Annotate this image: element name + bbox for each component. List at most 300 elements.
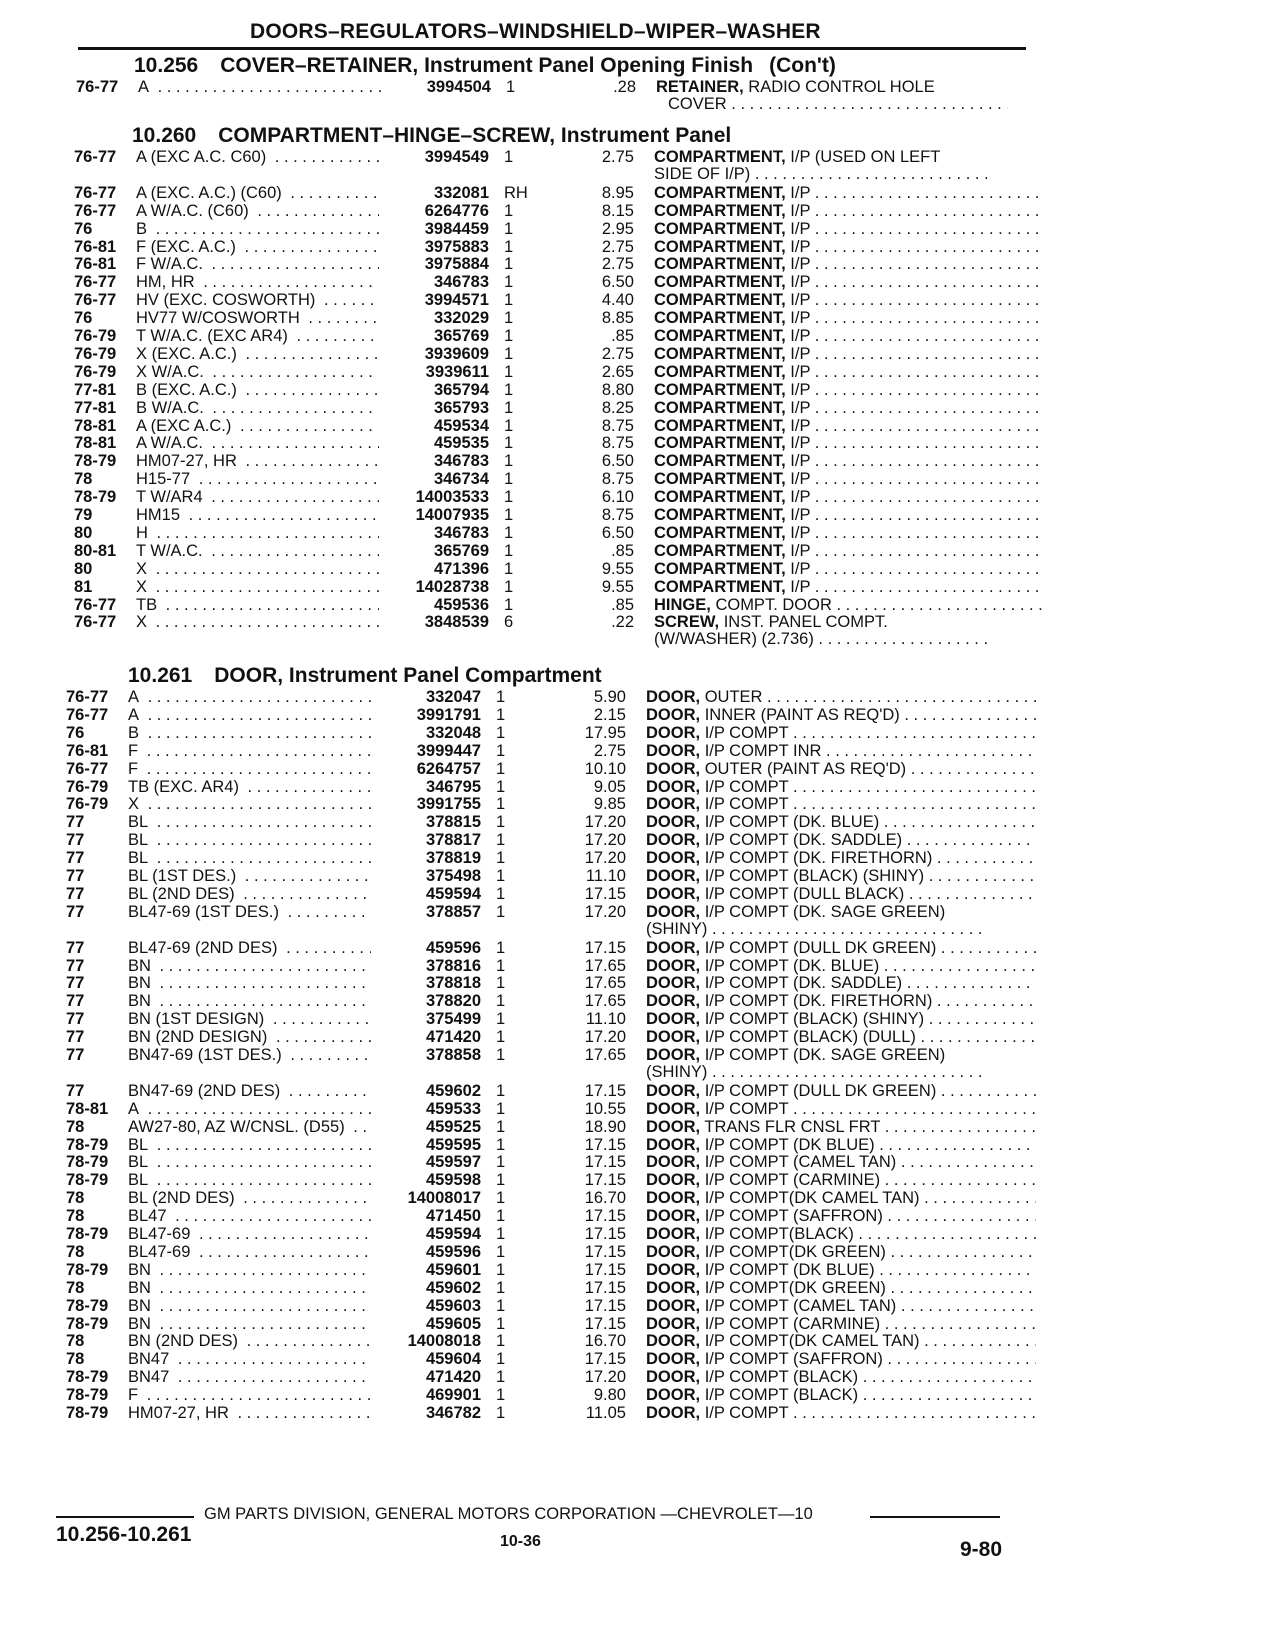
model-application	[128, 1100, 406, 1119]
price: 17.65	[584, 1046, 626, 1064]
parts-row	[66, 992, 1000, 1011]
parts-row	[66, 1297, 1000, 1316]
parts-row	[66, 831, 1000, 850]
model-application	[128, 1028, 406, 1047]
model-text: X (EXC. A.C.)	[136, 345, 241, 363]
model-application	[136, 220, 414, 239]
price: 17.65	[584, 992, 626, 1011]
parts-row	[66, 778, 1000, 797]
description-text: RADIO CONTROL HOLE	[748, 78, 935, 96]
parts-row	[66, 1315, 1000, 1334]
description-noun: COMPARTMENT,	[654, 470, 786, 489]
part-description	[654, 452, 1044, 471]
model-application	[128, 867, 406, 886]
model-application	[128, 706, 406, 725]
part-number: 378816	[371, 957, 481, 976]
description-text: I/P COMPT (DK. BLUE)	[704, 813, 880, 832]
model-text: BN47	[128, 1368, 173, 1386]
description-noun: DOOR,	[646, 1135, 701, 1154]
model-application	[136, 434, 414, 453]
description-text: I/P COMPT	[704, 795, 789, 814]
quantity: 1	[504, 523, 514, 542]
part-number: 459594	[371, 1225, 481, 1244]
parts-row	[74, 184, 1000, 203]
model-application	[136, 470, 414, 489]
description-noun: DOOR,	[646, 1046, 701, 1064]
parts-row	[66, 795, 1000, 814]
section-title: COVER–RETAINER,	[220, 54, 419, 77]
description-text: I/P COMPT (DULL BLACK)	[704, 884, 905, 903]
description-text: I/P COMPT (DK. FIRETHORN)	[704, 849, 933, 868]
quantity: 1	[496, 1046, 506, 1064]
part-description	[654, 488, 1044, 507]
price: 17.65	[584, 974, 626, 993]
quantity: 1	[496, 956, 506, 975]
description-text: I/P	[790, 523, 811, 542]
model-application	[128, 813, 406, 832]
model-year: 77	[66, 956, 85, 975]
parts-row	[66, 1225, 1000, 1244]
quantity: RH	[504, 183, 528, 202]
model-year: 76	[74, 309, 93, 328]
part-description	[646, 1153, 1036, 1172]
description-noun: DOOR,	[646, 1296, 701, 1315]
part-number: 346782	[371, 1404, 481, 1423]
model-text: X	[136, 613, 151, 631]
model-year: 76-77	[74, 595, 117, 614]
model-text: F	[128, 760, 142, 778]
description-text: I/P	[790, 309, 811, 328]
description-noun: DOOR,	[646, 1225, 701, 1243]
description-noun: COMPARTMENT,	[654, 416, 786, 435]
model-year: 76-79	[66, 795, 109, 814]
quantity: 1	[504, 362, 514, 381]
parts-row	[66, 1207, 1000, 1226]
part-description	[646, 885, 1036, 904]
model-year: 76-77	[74, 273, 117, 292]
model-application	[136, 452, 414, 471]
model-text: BN	[128, 1279, 155, 1297]
price: 17.15	[584, 1260, 626, 1279]
description-noun: DOOR,	[646, 1368, 701, 1387]
parts-row	[66, 1404, 1000, 1423]
model-year: 80	[74, 559, 93, 578]
model-text: X	[128, 795, 143, 813]
model-year: 78	[66, 1207, 85, 1226]
part-description	[654, 542, 1044, 561]
model-application	[128, 724, 406, 743]
description-text: I/P COMPT(DK GREEN)	[704, 1278, 886, 1297]
parts-row	[66, 957, 1000, 976]
price: 2.75	[601, 148, 634, 166]
part-number: 375499	[371, 1010, 481, 1029]
page-header-title: DOORS–REGULATORS–WINDSHIELD–WIPER–WASHER	[250, 20, 821, 43]
quantity: 1	[504, 470, 514, 489]
description-noun: DOOR,	[646, 813, 701, 832]
description-noun: DOOR,	[646, 1242, 701, 1261]
quantity: 1	[504, 148, 514, 166]
part-number: 365769	[379, 327, 489, 346]
description-text: INST. PANEL COMPT.	[723, 613, 888, 632]
model-year: 78	[74, 470, 93, 489]
part-description	[654, 560, 1044, 579]
price: 2.75	[593, 741, 626, 760]
part-description	[646, 706, 1036, 725]
part-number: 459594	[371, 885, 481, 904]
model-application	[136, 255, 414, 274]
description-text: OUTER (PAINT AS REQ'D)	[704, 759, 907, 778]
part-description	[646, 1225, 1036, 1244]
description-text: OUTER	[704, 688, 763, 706]
part-number: 459604	[371, 1350, 481, 1369]
description-noun: COMPARTMENT,	[654, 309, 786, 328]
model-application	[136, 488, 414, 507]
price: 17.20	[584, 813, 626, 832]
quantity: 1	[504, 434, 514, 453]
part-number: 378817	[371, 831, 481, 850]
part-description	[646, 742, 1036, 761]
price: 8.75	[601, 506, 634, 524]
parts-row	[74, 524, 1000, 543]
model-year: 76-77	[66, 688, 109, 706]
model-year: 78	[66, 1278, 85, 1297]
model-application	[136, 596, 414, 615]
description-text: I/P	[790, 201, 811, 220]
quantity: 1	[496, 1404, 506, 1422]
quantity: 1	[504, 559, 514, 578]
part-description	[654, 363, 1044, 382]
description-noun: DOOR,	[646, 992, 701, 1011]
part-number: 3939611	[379, 363, 489, 382]
price: .28	[613, 78, 636, 96]
part-number: 378819	[371, 849, 481, 868]
price: 11.05	[585, 1404, 626, 1422]
parts-row	[74, 417, 1000, 436]
price: 17.95	[584, 723, 626, 742]
description-noun: DOOR,	[646, 831, 701, 850]
model-text: HM07-27, HR	[128, 1404, 233, 1422]
part-description	[654, 578, 1044, 597]
parts-row	[66, 1279, 1000, 1298]
part-number: 3975884	[379, 255, 489, 274]
model-application	[128, 778, 406, 797]
model-year: 78	[66, 1350, 85, 1369]
price: 17.15	[584, 1171, 626, 1190]
part-description	[654, 202, 1044, 221]
description-text: I/P (USED ON LEFT	[790, 148, 941, 166]
parts-row	[66, 1100, 1000, 1119]
description-text: I/P COMPT(DK CAMEL TAN)	[704, 1332, 920, 1351]
model-application	[136, 524, 414, 543]
quantity: 1	[504, 595, 514, 614]
model-application	[128, 1207, 406, 1226]
parts-row	[66, 1350, 1000, 1369]
quantity: 1	[496, 1081, 506, 1100]
model-text: A	[128, 706, 143, 724]
description-text: I/P	[790, 541, 811, 560]
quantity: 1	[504, 452, 514, 471]
model-application	[128, 885, 406, 904]
part-number: 6264757	[371, 760, 481, 779]
model-application	[128, 1010, 406, 1029]
model-text: BL	[128, 1171, 152, 1189]
model-text: A W/A.C. (C60)	[136, 202, 253, 220]
part-description	[646, 1243, 1036, 1262]
model-application	[136, 417, 414, 436]
description-noun: DOOR,	[646, 705, 701, 724]
price: 2.75	[601, 344, 634, 363]
model-text: BL (1ST DES.)	[128, 867, 240, 885]
part-number: 459535	[379, 434, 489, 453]
model-year: 78-79	[66, 1225, 109, 1243]
model-application	[128, 992, 406, 1011]
description-noun: COMPARTMENT,	[654, 362, 786, 381]
model-application	[128, 1368, 406, 1387]
description-text: I/P	[790, 183, 811, 202]
part-number: 459534	[379, 417, 489, 436]
description-noun: DOOR,	[646, 849, 701, 868]
parts-row	[74, 309, 1000, 328]
quantity: 1	[504, 344, 514, 363]
description-text: I/P COMPT (CAMEL TAN)	[704, 1296, 897, 1315]
price: 2.15	[593, 705, 626, 724]
quantity: 1	[496, 1242, 506, 1261]
description-text: I/P	[790, 219, 811, 238]
part-number: 378818	[371, 974, 481, 993]
part-number: 3994549	[379, 148, 489, 167]
price: .22	[611, 613, 634, 632]
description-noun: DOOR,	[646, 777, 701, 796]
part-number: 459596	[371, 939, 481, 958]
model-application	[128, 1136, 406, 1155]
footer-rule-left	[56, 1516, 194, 1518]
model-text: BL47-69	[128, 1243, 194, 1261]
part-number: 459595	[371, 1136, 481, 1155]
quantity: 1	[496, 1225, 506, 1243]
model-application	[136, 542, 414, 561]
description-text: I/P	[790, 488, 811, 507]
part-description	[646, 974, 1036, 993]
model-application	[128, 742, 406, 761]
description-noun: DOOR,	[646, 1332, 701, 1351]
quantity: 1	[506, 78, 516, 96]
part-number: 459601	[371, 1261, 481, 1280]
model-application	[136, 578, 414, 597]
description-noun: DOOR,	[646, 1153, 701, 1172]
model-application	[136, 560, 414, 579]
model-year: 77	[66, 867, 85, 885]
model-year: 76-79	[74, 362, 117, 381]
part-number: 365769	[379, 542, 489, 561]
model-year: 77	[66, 938, 85, 957]
price: 2.95	[601, 219, 634, 238]
model-year: 76-79	[66, 777, 109, 796]
model-text: BN47	[128, 1350, 173, 1368]
model-application	[138, 78, 416, 97]
part-number: 469901	[371, 1386, 481, 1405]
model-text: BN	[128, 1297, 155, 1315]
model-text: X	[136, 578, 151, 596]
model-text: H	[136, 524, 152, 542]
model-text: F	[128, 742, 142, 760]
part-description	[654, 220, 1044, 239]
price: 6.10	[601, 488, 634, 507]
model-application	[128, 1118, 406, 1137]
model-year: 78-79	[74, 452, 117, 471]
price: .85	[611, 541, 634, 560]
description-text: I/P COMPT (BLACK) (SHINY)	[704, 1010, 925, 1029]
part-number: 14007935	[379, 506, 489, 525]
model-year: 77	[66, 974, 85, 993]
model-text: BN	[128, 1261, 155, 1279]
part-number: 3991791	[371, 706, 481, 725]
part-number: 14008017	[371, 1189, 481, 1208]
section-subtitle: Instrument Panel	[560, 124, 732, 147]
parts-row	[74, 273, 1000, 292]
price: 17.20	[584, 1028, 626, 1047]
part-description	[646, 1350, 1036, 1369]
model-application	[128, 760, 406, 779]
model-application	[136, 309, 414, 328]
price: 17.65	[584, 956, 626, 975]
part-number: 378820	[371, 992, 481, 1011]
price: 17.20	[584, 831, 626, 850]
quantity: 1	[504, 541, 514, 560]
description-continuation: SIDE OF I/P) . . .	[654, 165, 994, 184]
model-application	[136, 273, 414, 292]
model-year: 77	[66, 831, 85, 850]
description-text: I/P COMPT (DK. BLUE)	[704, 956, 880, 975]
model-application	[128, 1189, 406, 1208]
parts-row	[74, 238, 1000, 257]
part-description	[646, 1207, 1036, 1226]
description-text: I/P	[790, 291, 811, 310]
model-text: A	[128, 688, 143, 706]
model-year: 80-81	[74, 541, 117, 560]
model-year: 78	[66, 1332, 85, 1351]
parts-row	[66, 867, 1000, 886]
description-text: I/P	[790, 398, 811, 417]
description-noun: DOOR,	[646, 1117, 701, 1136]
description-text: I/P	[790, 506, 811, 524]
model-application	[128, 957, 406, 976]
description-text: I/P COMPT	[704, 723, 789, 742]
price: 17.15	[584, 1296, 626, 1315]
model-text: BL (2ND DES)	[128, 885, 239, 903]
model-application	[128, 1404, 406, 1423]
model-year: 77-81	[74, 380, 117, 399]
model-application	[128, 1350, 406, 1369]
description-noun: COMPARTMENT,	[654, 434, 786, 453]
model-text: TB	[136, 596, 161, 614]
quantity: 1	[504, 506, 514, 524]
model-year: 77	[66, 813, 85, 832]
part-number: 332048	[371, 724, 481, 743]
model-year: 77	[66, 884, 85, 903]
model-year: 77	[66, 902, 85, 921]
model-year: 76-77	[74, 613, 117, 632]
description-text: I/P COMPT (DK. SAGE GREEN)	[704, 1046, 946, 1064]
price: 17.15	[584, 1278, 626, 1297]
section-number: 10.261	[128, 664, 193, 687]
quantity: 1	[496, 795, 506, 814]
part-description	[654, 417, 1044, 436]
model-text: BL47	[128, 1207, 171, 1225]
model-text: B (EXC. A.C.)	[136, 381, 241, 399]
parts-row	[74, 596, 1000, 615]
parts-row	[66, 974, 1000, 993]
description-noun: HINGE,	[654, 595, 711, 614]
description-text: I/P COMPT(DK CAMEL TAN)	[704, 1189, 920, 1208]
quantity: 1	[496, 1171, 506, 1190]
description-noun: COMPARTMENT,	[654, 291, 786, 310]
price: 17.20	[584, 902, 626, 921]
part-number: 3848539	[379, 613, 489, 632]
parts-row	[66, 724, 1000, 743]
parts-row	[74, 560, 1000, 579]
parts-row	[66, 1136, 1000, 1155]
model-application	[128, 1261, 406, 1280]
part-number: 459596	[371, 1243, 481, 1262]
quantity: 1	[496, 1189, 506, 1208]
model-application	[128, 849, 406, 868]
model-year: 76-81	[66, 741, 109, 760]
price: 17.15	[584, 884, 626, 903]
part-number: 3939609	[379, 345, 489, 364]
description-noun: COMPARTMENT,	[654, 148, 786, 166]
model-application	[136, 345, 414, 364]
part-number: 3999447	[371, 742, 481, 761]
part-description	[646, 849, 1036, 868]
model-year: 76-77	[66, 705, 109, 724]
quantity: 1	[496, 1260, 506, 1279]
description-continuation: (SHINY) . . .	[646, 920, 986, 939]
model-text: A W/A.C.	[136, 434, 207, 452]
part-number: 3994504	[381, 78, 491, 97]
parts-row	[66, 760, 1000, 779]
model-text: HV (EXC. COSWORTH)	[136, 291, 319, 309]
price: 8.80	[601, 380, 634, 399]
part-description	[646, 1368, 1036, 1387]
description-text: I/P	[790, 380, 811, 399]
parts-row	[74, 255, 1000, 274]
parts-row	[66, 849, 1000, 868]
description-noun: COMPARTMENT,	[654, 380, 786, 399]
model-year: 78-81	[66, 1099, 109, 1118]
part-number: 3984459	[379, 220, 489, 239]
quantity: 1	[504, 291, 514, 310]
part-description	[646, 1082, 1036, 1101]
model-year: 76-79	[74, 327, 117, 345]
part-description	[646, 795, 1036, 814]
parts-row	[66, 1082, 1000, 1101]
model-application	[128, 688, 406, 707]
description-text: I/P COMPT (CAMEL TAN)	[704, 1153, 897, 1172]
part-description	[654, 506, 1044, 525]
model-text: B	[128, 724, 143, 742]
model-year: 76	[66, 723, 85, 742]
model-year: 76-81	[74, 255, 117, 274]
model-year: 78-79	[66, 1135, 109, 1154]
part-description	[646, 831, 1036, 850]
part-description	[646, 939, 1036, 958]
model-year: 78-79	[66, 1386, 109, 1405]
model-text: B W/A.C.	[136, 399, 208, 417]
footer-page-number: 10-36	[500, 1533, 541, 1550]
model-year: 79	[74, 506, 93, 524]
description-noun: COMPARTMENT,	[654, 398, 786, 417]
model-text: BN (2ND DESIGN)	[128, 1028, 271, 1046]
